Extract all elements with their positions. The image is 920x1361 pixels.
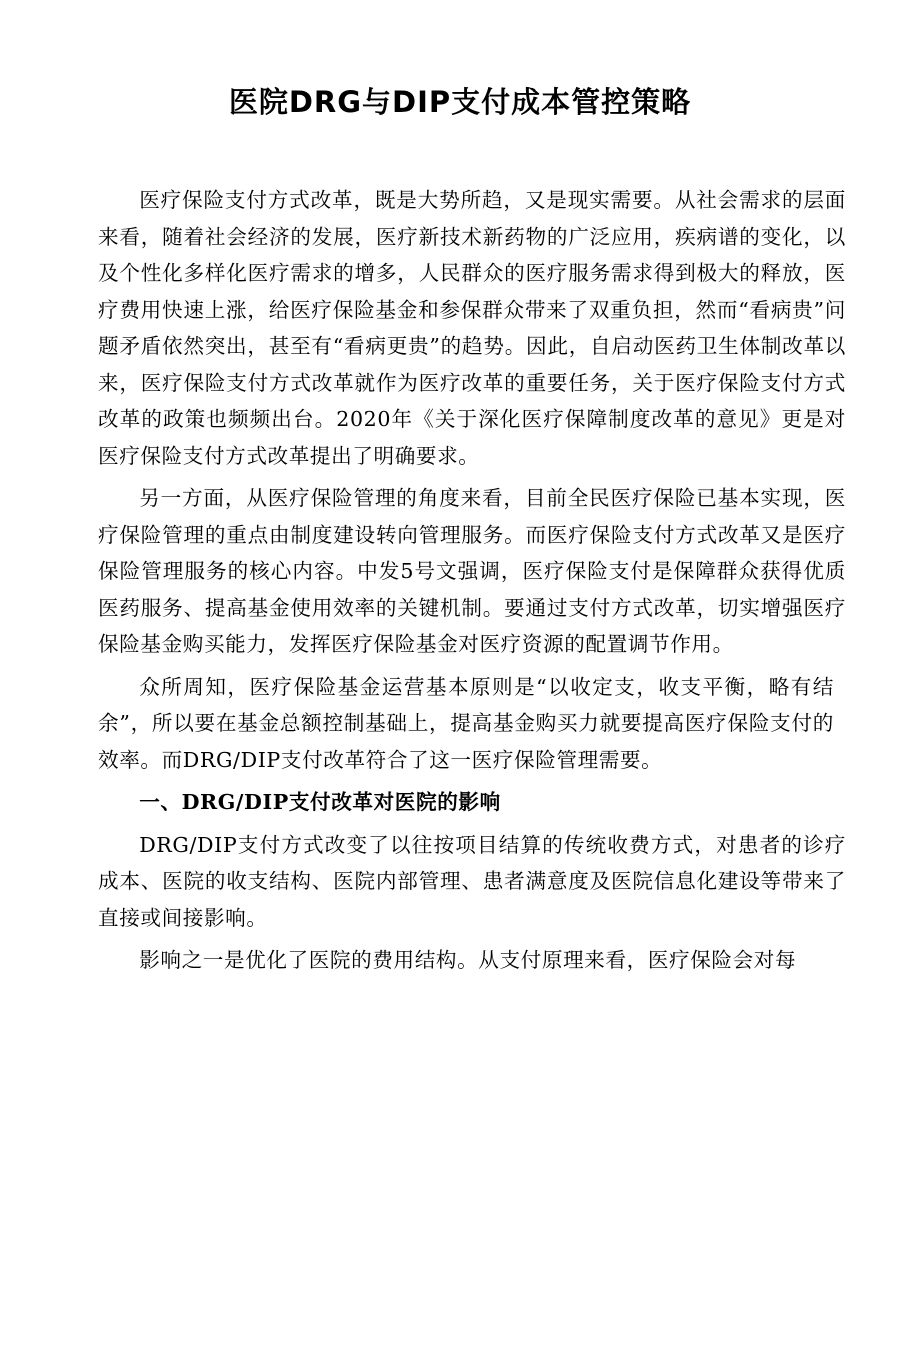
section-heading: 一、DRG/DIP支付改革对医院的影响	[139, 790, 501, 814]
section-paragraph-1: DRG/DIP支付方式改变了以往按项目结算的传统收费方式，对患者的诊疗成本、医院的收支结构、医院内部管理、患者满意度及医院信息化建设等带来了直接或间接影响。	[98, 832, 846, 930]
document-body	[98, 182, 846, 985]
paragraph-1: 医疗保险支付方式改革，既是大势所趋，又是现实需要。从社会需求的层面来看，随着社会经济的发展，医疗新技术新药物的广泛应用，疾病谱的变化，以及个性化多样化医疗需求的增多，人民群众的医疗服务需求得到极大的释放，医疗费用快速上涨，给医疗保险基金和参保群众带来了双重负担，然而“看病贵”问题矛盾依然突出，甚至有“看病更贵”的趋势。因此，自启动医药卫生体制改革以来，医疗保险支付方式改革就作为医疗改革的重要任务，关于医疗保险支付方式改革的政策也频频出台。2020年《关于深化医疗保障制度改革的意见》更是对医疗保险支付方式改革提出了明确要求。	[98, 188, 846, 468]
paragraph-2: 另一方面，从医疗保险管理的角度来看，目前全民医疗保险已基本实现，医疗保险管理的重点由制度建设转向管理服务。而医疗保险支付方式改革又是医疗保险管理服务的核心内容。中发5号文强调，医疗保险支付是保障群众获得优质医药服务、提高基金使用效率的关键机制。要通过支付方式改革，切实增强医疗保险基金购买能力，发挥医疗保险基金对医疗资源的配置调节作用。	[98, 486, 846, 656]
paragraph-3: 众所周知，医疗保险基金运营基本原则是“以收定支，收支平衡，略有结余”，所以要在基金总额控制基础上，提高基金购买力就要提高医疗保险支付的效率。而DRG/DIP支付改革符合了这一医疗保险管理需要。	[98, 674, 834, 772]
document-title: 医院DRG与DIP支付成本管控策略	[228, 85, 692, 119]
section-paragraph-2: 影响之一是优化了医院的费用结构。从支付原理来看，医疗保险会对每	[139, 948, 797, 972]
